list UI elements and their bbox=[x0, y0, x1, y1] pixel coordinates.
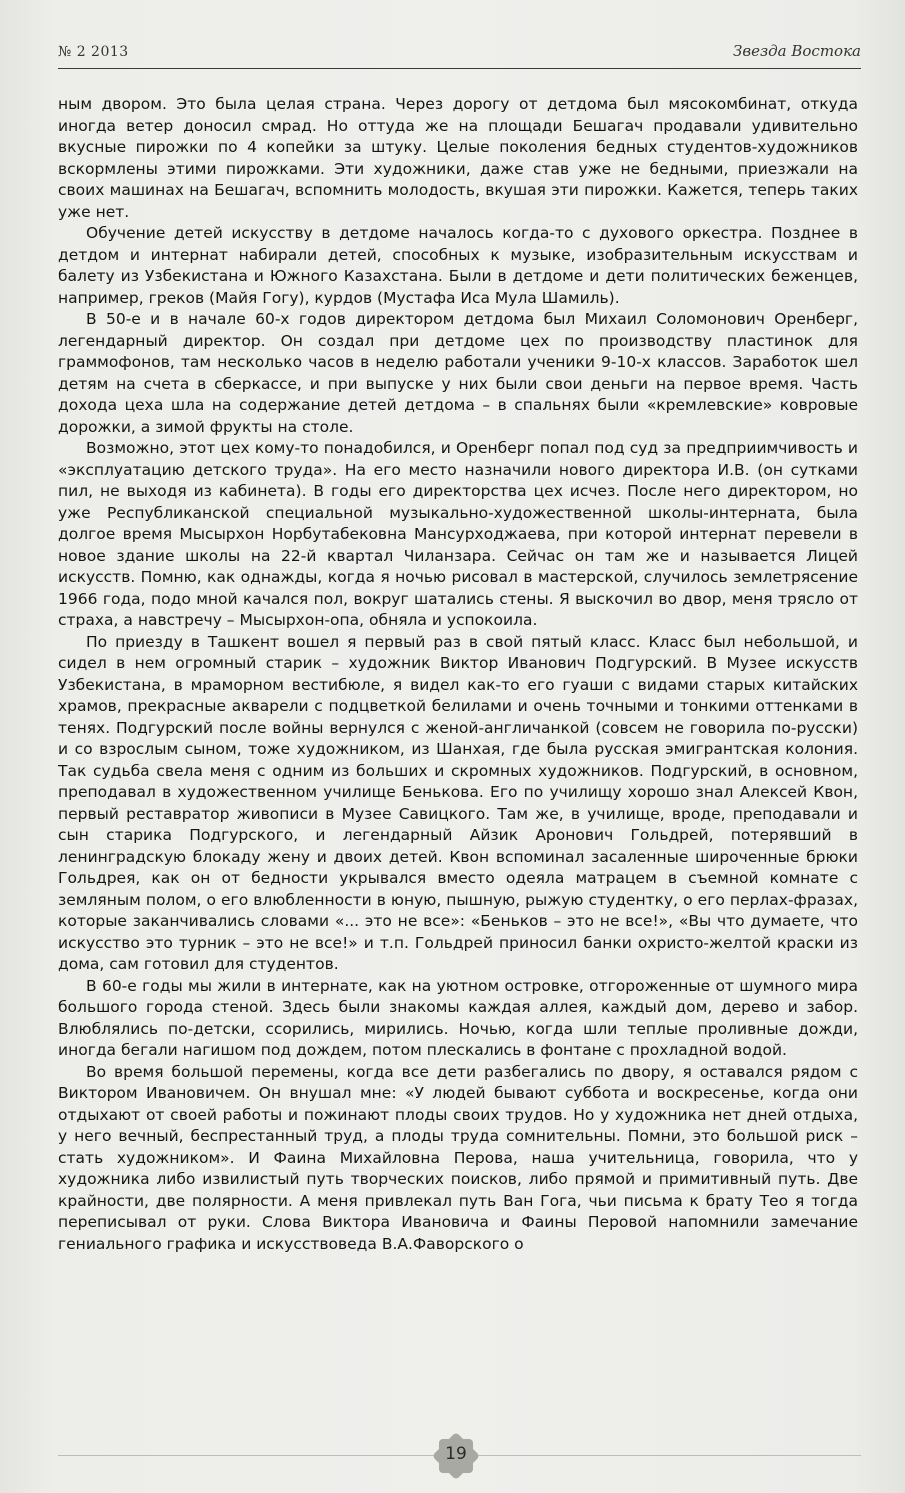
page-number-badge bbox=[433, 1433, 479, 1479]
paragraph: ным двором. Это была целая страна. Через дорогу от детдома был мясокомбинат, откуда иногда ветер доносил смрад. Но оттуда же на площади Бешагач продавали удивительно вкусные пирожки по 4 копейки за штуку. Целые поколения бедных студентов-художников вскормлены этими пирожками. Эти художники, даже став уже не бедными, приезжали на своих машинах на Бешагач, вспомнить молодость, вкушая эти пирожки. Кажется, теперь таких уже нет. bbox=[58, 95, 858, 221]
page-footer bbox=[0, 1433, 905, 1479]
paragraph: По приезду в Ташкент вошел я первый раз в свой пятый класс. Класс был небольшой, и сидел в нем огромный старик – художник Виктор Иванович Подгурский. В Музее искусств Узбекистана, в мраморном вестибюле, я видел как-то его гуаши с видами старых китайских храмов, прекрасные акварели с подцветкой белилами и очень точными и тонкими оттенками в тенях. Подгурский после войны вернулся с женой-англичанкой (совсем не говорила по-русски) и со взрослым сыном, тоже художником, из Шанхая, где была русская эмигрантская колония. Так судьба свела меня с одним из больших и скромных художников. Подгурский, в основном, преподавал в художественном училище Бенькова. Его по училищу хорошо знал Алексей Квон, первый реставратор живописи в Музее Савицкого. Там же, в училище, вроде, преподавали и сын старика Подгурского, и легендарный Айзик Аронович Гольдрей, потерявший в ленинградскую блокаду жену и двоих детей. Квон вспоминал засаленные широченные брюки Гольдрея, как он от бедности укрывался вместо одеяла матрацем в съемной комнате с земляным полом, о его влюбленности в юную, пышную, рыжую студентку, о его перлах-фразах, которые заканчивались словами «... это не все»: «Беньков – это не все!», «Вы что думаете, что искусство это турник – это не все!» и т.п. Гольдрей приносил банки охристо-желтой краски из дома, сам готовил для студентов. bbox=[58, 632, 858, 973]
paragraph: Во время большой перемены, когда все дети разбегались по двору, я оставался рядом с Виктором Ивановичем. Он внушал мне: «У людей бывают суббота и воскресенье, когда они отдыхают от своей работы и пожинают плоды своих трудов. Но у художника нет дней отдыха, у него вечный, беспрестанный труд, а плоды труда сомнительны. Помни, это большой риск – стать художником». И Фаина Михайловна Перова, наша учительница, говорила, что у художника либо извилистый путь творческих поисков, либо прямой и примитивный путь. Две крайности, две полярности. А меня привлекал путь Ван Гога, чьи письма к брату Тео я тогда переписывал от руки. Слова Виктора Ивановича и Фаины Перовой напомнили замечание гениального графика и искусствоведа В.А.Фаворского о bbox=[58, 1062, 858, 1253]
running-header bbox=[58, 40, 861, 69]
paragraph: В 60-е годы мы жили в интернате, как на уютном островке, отгороженные от шумного мира большого города стеной. Здесь были знакомы каждая аллея, каждый дом, дерево и забор. Влюблялись по-детски, ссорились, мирились. Ночью, когда шли теплые проливные дожди, иногда бегали нагишом под дождем, потом плескались в фонтане с прохладной водой. bbox=[58, 976, 858, 1059]
journal-title: Звезда Востока bbox=[733, 42, 861, 60]
issue-number: № 2 2013 bbox=[58, 44, 129, 60]
article-body bbox=[58, 94, 858, 1255]
paragraph: В 50-е и в начале 60-х годов директором детдома был Михаил Соломонович Оренберг, легендарный директор. Он создал при детдоме цех по производству пластинок для граммофонов, там несколько часов в неделю работали ученики 9-10-х классов. Заработок шел детям на счета в сберкассе, и при выпуске у них были свои деньги на первое время. Часть дохода цеха шла на содержание детей детдома – в спальнях были «кремлевские» ковровые дорожки, а зимой фрукты на столе. bbox=[58, 310, 858, 436]
page-number: 19 bbox=[445, 1444, 467, 1464]
paragraph: Обучение детей искусству в детдоме началось когда-то с духового оркестра. Позднее в детдом и интернат набирали детей, способных к музыке, изобразительным искусствам и балету из Узбекистана и Южного Казахстана. Были в детдоме и дети политических беженцев, например, греков (Майя Гогу), курдов (Мустафа Иса Мула Шамиль). bbox=[58, 224, 858, 307]
paragraph: Возможно, этот цех кому-то понадобился, и Оренберг попал под суд за предприимчивость и «эксплуатацию детского труда». На его место назначили нового директора И.В. (он сутками пил, не выходя из кабинета). В годы его директорства цех исчез. После него директором, но уже Республиканской специальной музыкально-художественной школы-интерната, была долгое время Мысырхон Норбутабековна Мансурходжаева, при которой интернат перевели в новое здание школы на 22-й квартал Чиланзара. Сейчас он там же и называется Лицей искусств. Помню, как однажды, когда я ночью рисовал в мастерской, случилось землетрясение 1966 года, подо мной качался пол, вокруг шатались стены. Я выскочил во двор, меня трясло от страха, а навстречу – Мысырхон-опа, обняла и успокоила. bbox=[58, 439, 858, 629]
